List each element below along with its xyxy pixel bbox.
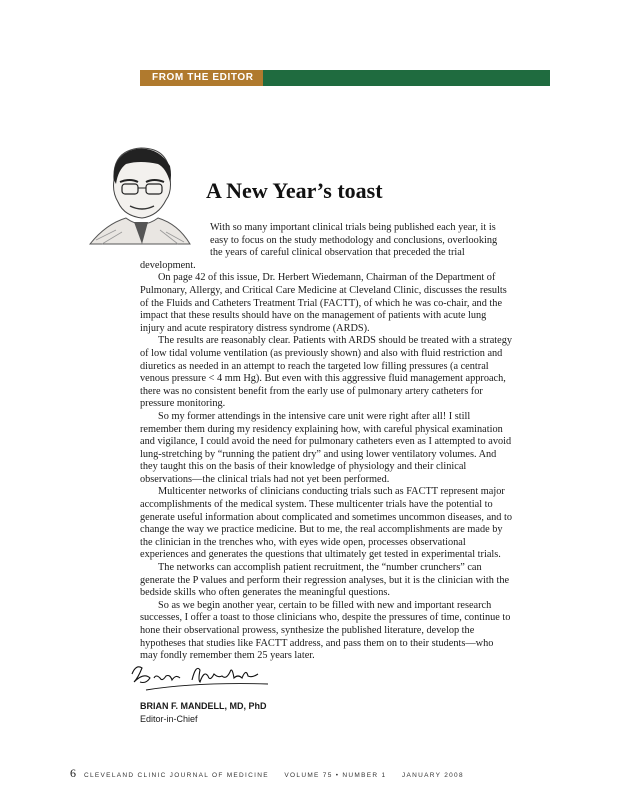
handwritten-signature (126, 660, 276, 696)
page-number: 6 (70, 766, 76, 780)
body-paragraph: So as we begin another year, certain to be filled with new and important research successes, I offer a toast to those clinicians who, despite the pressures of time, continue to hone their observational prowess, synthesize the published literature, develop the hypotheses that studies like FACTT address, and pass them on to their students—who may fondly remember them 25 years later. (140, 599, 511, 662)
body-paragraph: The networks can accomplish patient recruitment, the “number crunchers” can generate the P values and perform their regression analyses, but it is the clinician with the bedside skills who often generates the meaningful questions. (140, 562, 510, 599)
article-title: A New Year’s toast (206, 178, 383, 203)
section-banner (140, 70, 550, 86)
journal-citation: CLEVELAND CLINIC JOURNAL OF MEDICINE VOLUME 75 • NUMBER 1 JANUARY 2008 (84, 772, 464, 779)
section-label: FROM THE EDITOR (140, 70, 263, 86)
banner-bar (263, 70, 550, 86)
body-paragraph: The results are reasonably clear. Patients with ARDS should be treated with a strategy of low tidal volume ventilation (as previously shown) and also with fluid restriction and diuretics as needed in an attempt to reach the targeted low filling pressures (a central venous pressure < 4 mm Hg). But even with this aggressive fluid management approach, there was no consistent benefit from the early use of pulmonary artery catheters for pressure monitoring. (140, 335, 513, 410)
author-role: Editor-in-Chief (140, 714, 198, 724)
article-body (140, 222, 512, 663)
intro-paragraph: With so many important clinical trials being published each year, it is easy to focus on the study methodology and conclusions, overlooking the years of careful clinical observation that preceded the trial (210, 222, 498, 259)
author-block (140, 700, 267, 726)
body-paragraph: So my former attendings in the intensive care unit were right after all! I still remember them during my residency explaining how, with careful physical examination and vigilance, I could avoid the need for pulmonary catheters even as I attempted to avoid lung-stretching by “running the patient dry” and using lower ventilatory volumes. And they taught this on the basis of their knowledge of physiology and their clinical observations—the clinical trials had not yet been performed. (140, 410, 512, 485)
author-name: BRIAN F. MANDELL, MD, PhD (140, 701, 267, 711)
intro-paragraph-end: development. (140, 259, 196, 271)
body-paragraph: On page 42 of this issue, Dr. Herbert Wiedemann, Chairman of the Department of Pulmonary, Allergy, and Critical Care Medicine at Cleveland Clinic, discusses the results of the Fluids and Catheters Treatment Trial (FACTT), of which he was co-chair, and the impact that these results should have on the management of patients with acute lung injury and acute respiratory distress syndrome (ARDS). (140, 272, 507, 334)
body-paragraph: Multicenter networks of clinicians conducting trials such as FACTT represent major accomplishments of the medical system. These multicenter trials have the potential to generate useful information about complicated and sometimes uncommon diseases, and to change the way we practice medicine. But to me, the real accomplishments are made by the clinician in the trenches who, with eyes wide open, processes observational experiences and generates the questions that ultimately get tested in experimental trials. (140, 486, 513, 561)
page-footer (70, 766, 464, 781)
